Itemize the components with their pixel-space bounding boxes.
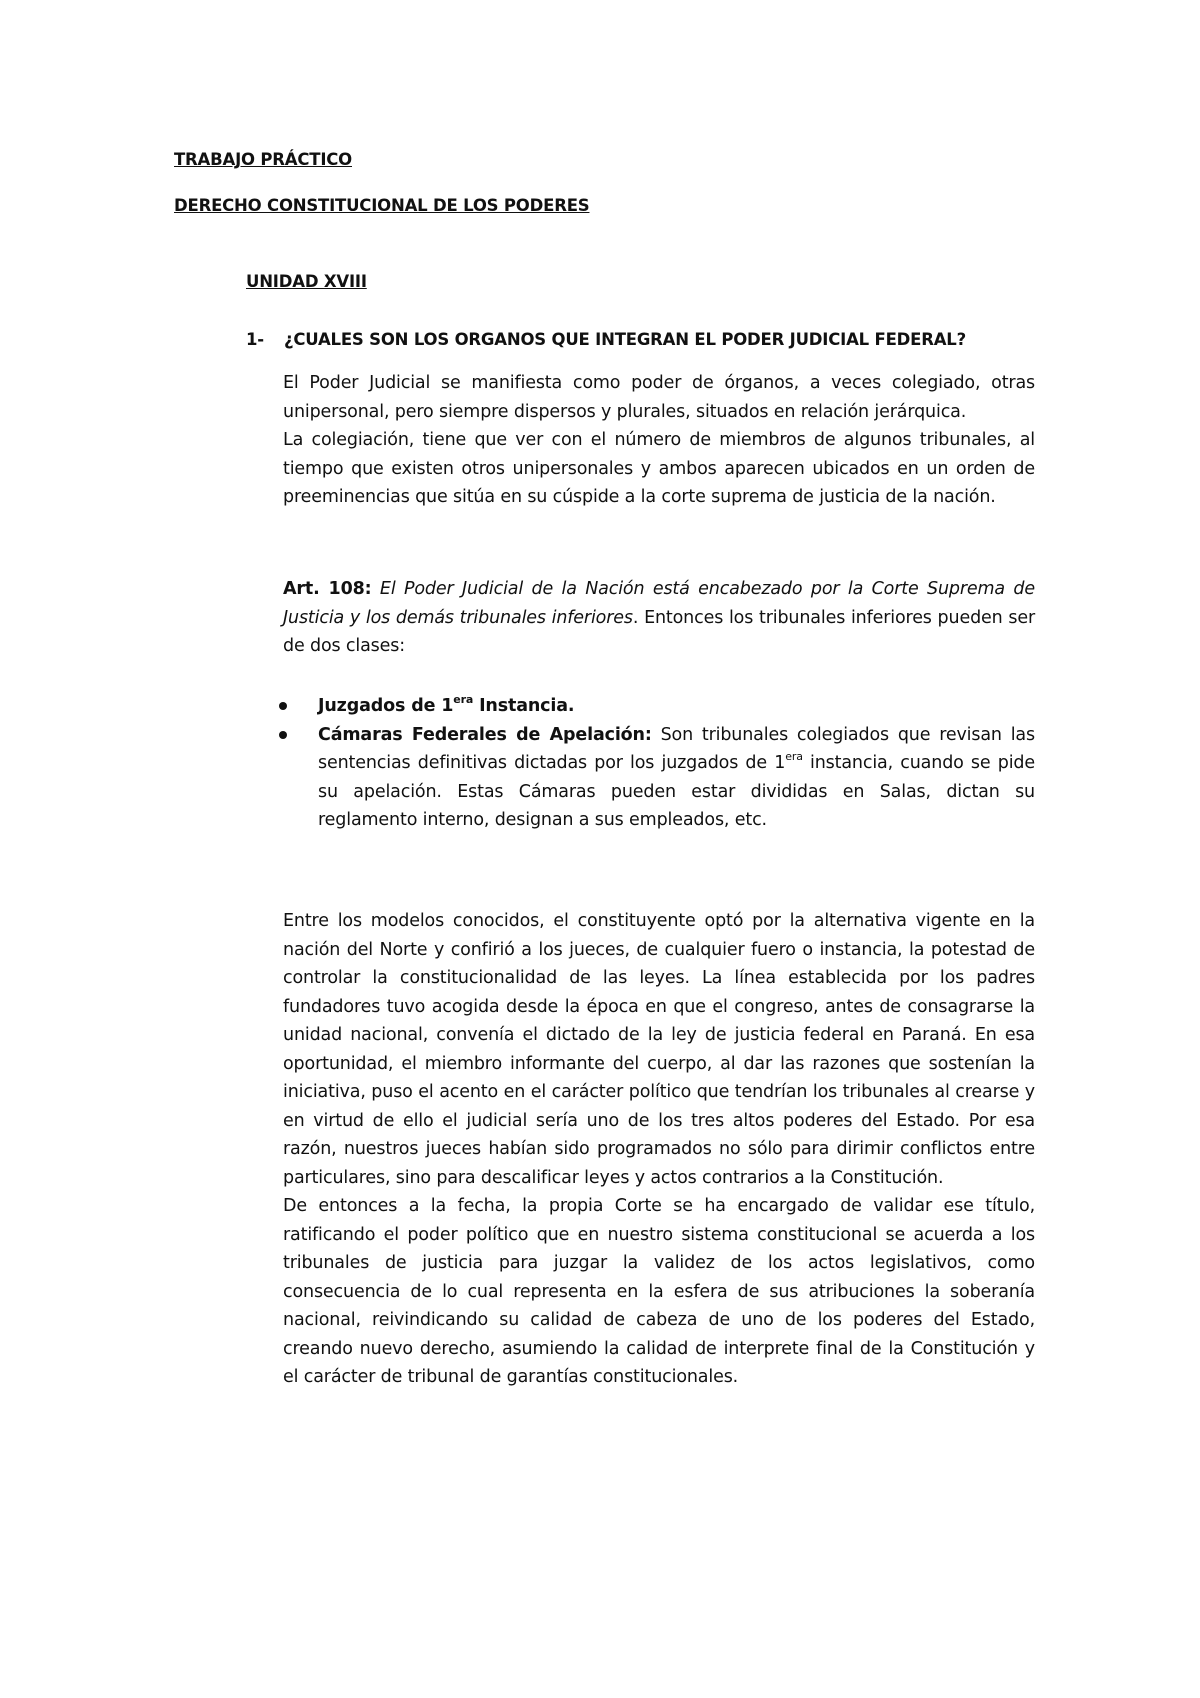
court-types-list xyxy=(274,692,1035,835)
intro-section xyxy=(283,369,1035,512)
list-item xyxy=(274,721,1035,835)
document-title: TRABAJO PRÁCTICO xyxy=(174,150,352,169)
bullet-icon xyxy=(279,702,287,710)
bullet-2-text-end: instancia, cuando se pide su apelación. Estas Cámaras pueden estar divididas en Salas, dictan su reglamento interno, designan a sus empleados, etc. xyxy=(318,753,1035,830)
article-label: Art. 108: xyxy=(283,579,372,599)
article-quote: El Poder Judicial de la Nación está encabezado por la Corte Suprema de Justicia y los demás tribunales inferiores xyxy=(283,579,1035,628)
question-number: 1- xyxy=(246,330,264,349)
bullet-2-text: Son tribunales colegiados que revisan las sentencias definitivas dictadas por los juzgados de 1 xyxy=(318,724,1035,773)
bullet-1-text: Juzgados de 1 xyxy=(318,696,454,716)
bullet-1-sup: era xyxy=(453,693,474,707)
bullet-2-heading: Cámaras Federales de Apelación: xyxy=(318,724,652,745)
document-subject: DERECHO CONSTITUCIONAL DE LOS PODERES xyxy=(174,196,590,215)
bullet-icon xyxy=(279,731,287,739)
list-item xyxy=(274,692,1035,721)
bullet-1-text-end: Instancia. xyxy=(473,696,575,716)
closing-section xyxy=(283,907,1035,1392)
article-paragraph xyxy=(283,575,1035,661)
question-text: ¿CUALES SON LOS ORGANOS QUE INTEGRAN EL PODER JUDICIAL FEDERAL? xyxy=(284,330,966,349)
article-rest: . Entonces los tribunales inferiores pueden ser de dos clases: xyxy=(283,607,1036,656)
intro-paragraph-1: El Poder Judicial se manifiesta como poder de órganos, a veces colegiado, otras unipersonal, pero siempre dispersos y plurales, situados en relación jerárquica. xyxy=(283,373,1035,422)
unit-heading: UNIDAD XVIII xyxy=(246,272,367,291)
closing-paragraph-2: De entonces a la fecha, la propia Corte se ha encargado de validar ese título, ratificando el poder político que en nuestro sistema constitucional se acuerda a los tribunales de justicia para juzgar la validez de los actos legislativos, como consecuencia de lo cual representa en la esfera de sus atribuciones la soberanía nacional, reivindicando su calidad de cabeza de uno de los poderes del Estado, creando nuevo derecho, asumiendo la calidad de interprete final de la Constitución y el carácter de tribunal de garantías constitucionales. xyxy=(283,1196,1035,1387)
bullet-2-sup: era xyxy=(785,750,803,764)
intro-paragraph-2: La colegiación, tiene que ver con el número de miembros de algunos tribunales, al tiempo que existen otros unipersonales y ambos aparecen ubicados en un orden de preeminencias que sitúa en su cúspide a la corte suprema de justicia de la nación. xyxy=(283,430,1035,507)
closing-paragraph-1: Entre los modelos conocidos, el constituyente optó por la alternativa vigente en la nación del Norte y confirió a los jueces, de cualquier fuero o instancia, la potestad de controlar la constitucionalidad de las leyes. La línea establecida por los padres fundadores tuvo acogida desde la época en que el congreso, antes de consagrarse la unidad nacional, convenía el dictado de la ley de justicia federal en Paraná. En esa oportunidad, el miembro informante del cuerpo, al dar las razones que sostenían la iniciativa, puso el acento en el carácter político que tendrían los tribunales al crearse y en virtud de ello el judicial sería uno de los tres altos poderes del Estado. Por esa razón, nuestros jueces habían sido programados no sólo para dirimir conflictos entre particulares, sino para descalificar leyes y actos contrarios a la Constitución. xyxy=(283,911,1035,1188)
